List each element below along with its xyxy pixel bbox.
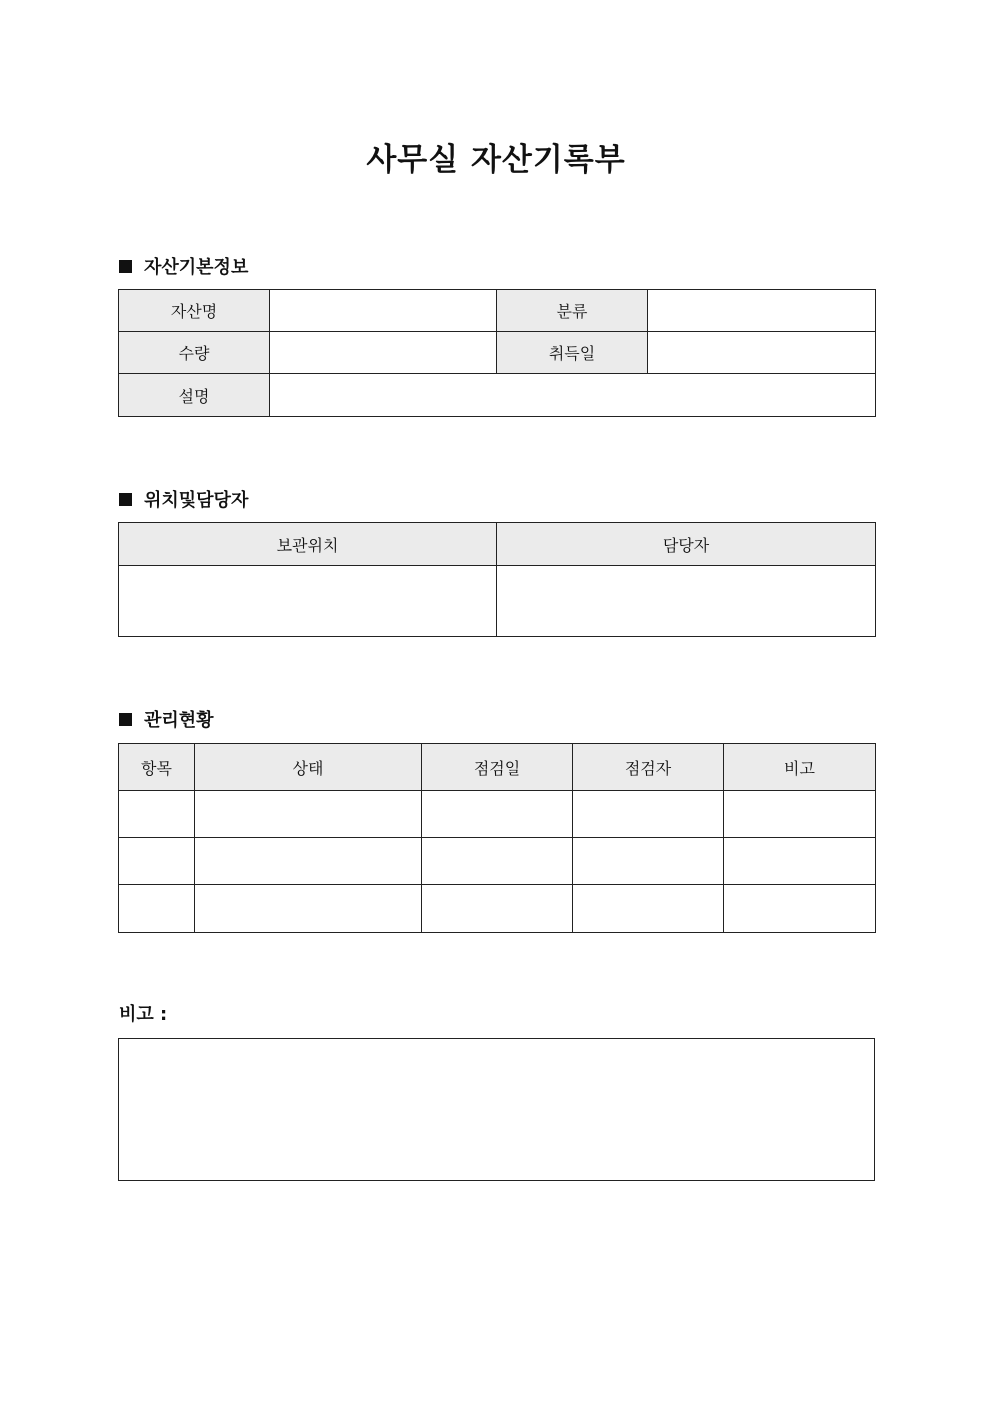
acquired-date-field[interactable] — [648, 332, 876, 374]
management-table — [118, 743, 876, 933]
square-bullet-icon — [119, 493, 132, 506]
description-label: 설명 — [119, 374, 270, 417]
section-heading-label: 위치및담당자 — [144, 490, 249, 511]
section-heading-management — [119, 706, 214, 732]
table-row — [119, 885, 876, 933]
table-row — [119, 838, 876, 885]
table-cell[interactable] — [195, 838, 422, 885]
table-cell[interactable] — [119, 791, 195, 838]
table-row — [119, 791, 876, 838]
column-header-inspector: 점검자 — [573, 744, 724, 791]
manager-field[interactable] — [497, 566, 876, 637]
section-heading-basic-info — [119, 253, 248, 279]
asset-name-field[interactable] — [270, 290, 497, 332]
description-field[interactable] — [270, 374, 876, 417]
category-label: 분류 — [497, 290, 648, 332]
table-cell[interactable] — [724, 838, 876, 885]
manager-label: 담당자 — [497, 523, 876, 566]
remarks-field[interactable] — [118, 1038, 875, 1181]
remarks-label: 비고 : — [119, 1004, 168, 1025]
table-cell[interactable] — [573, 885, 724, 933]
column-header-remarks: 비고 — [724, 744, 876, 791]
acquired-date-label: 취득일 — [497, 332, 648, 374]
quantity-label: 수량 — [119, 332, 270, 374]
section-heading-label: 관리현황 — [144, 710, 214, 731]
table-cell[interactable] — [195, 791, 422, 838]
location-table — [118, 522, 876, 637]
section-heading-label: 자산기본정보 — [144, 257, 249, 278]
table-cell[interactable] — [119, 885, 195, 933]
table-cell[interactable] — [573, 838, 724, 885]
storage-location-field[interactable] — [119, 566, 497, 637]
square-bullet-icon — [119, 713, 132, 726]
table-cell[interactable] — [724, 791, 876, 838]
table-cell[interactable] — [119, 838, 195, 885]
basic-info-table — [118, 289, 876, 417]
column-header-item: 항목 — [119, 744, 195, 791]
table-cell[interactable] — [422, 838, 573, 885]
storage-location-label: 보관위치 — [119, 523, 497, 566]
table-cell[interactable] — [422, 791, 573, 838]
page-title: 사무실 자산기록부 — [366, 142, 626, 178]
column-header-check-date: 점검일 — [422, 744, 573, 791]
table-cell[interactable] — [422, 885, 573, 933]
asset-name-label: 자산명 — [119, 290, 270, 332]
square-bullet-icon — [119, 260, 132, 273]
table-cell[interactable] — [195, 885, 422, 933]
table-cell[interactable] — [724, 885, 876, 933]
column-header-status: 상태 — [195, 744, 422, 791]
quantity-field[interactable] — [270, 332, 497, 374]
table-cell[interactable] — [573, 791, 724, 838]
category-field[interactable] — [648, 290, 876, 332]
section-heading-location — [119, 486, 248, 512]
